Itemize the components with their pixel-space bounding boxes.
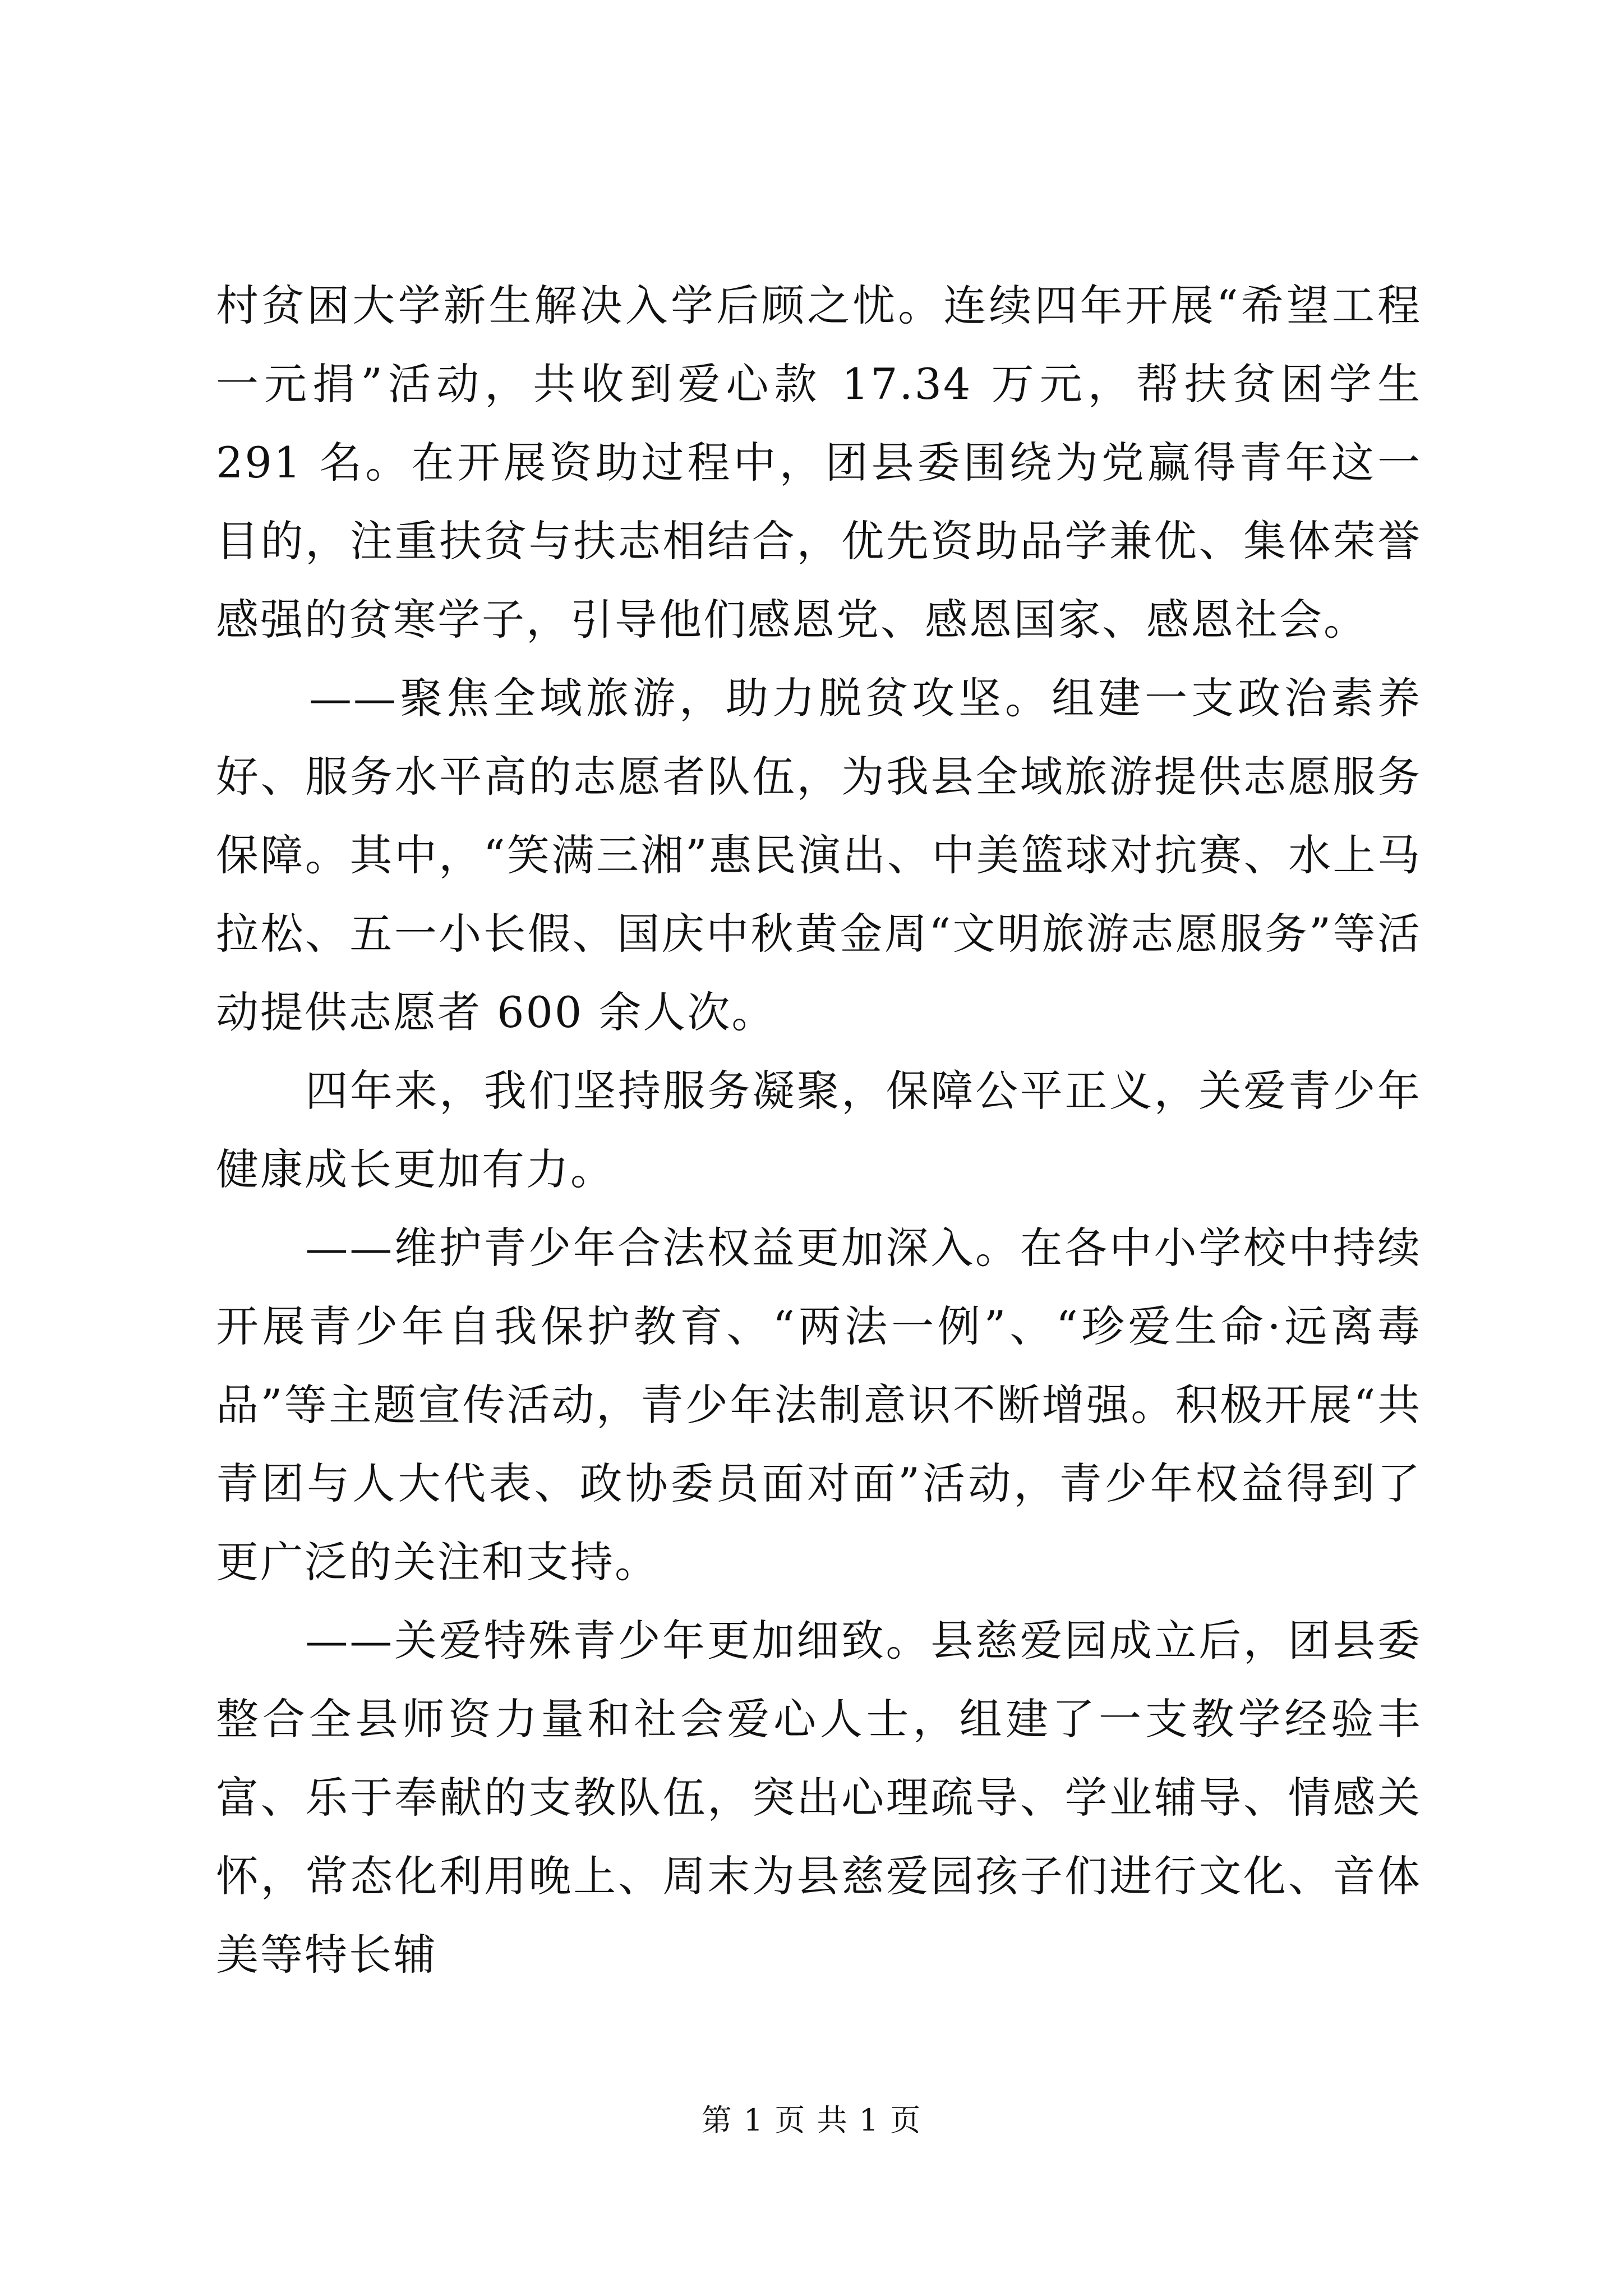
paragraph-3: 四年来，我们坚持服务凝聚，保障公平正义，关爱青少年健康成长更加有力。 [216,1066,1422,1194]
document-body [216,266,1437,1994]
paragraph-5: ——关爱特殊青少年更加细致。县慈爱园成立后，团县委整合全县师资力量和社会爱心人士，组建了一支教学经验丰富、乐于奉献的支教队伍，突出心理疏导、学业辅导、情感关怀，常态化利用晚上、周末为县慈爱园孩子们进行文化、音体美等特长辅 [216,1616,1422,1980]
paragraph-2: ——聚焦全域旅游，助力脱贫攻坚。组建一支政治素养好、服务水平高的志愿者队伍，为我县全域旅游提供志愿服务保障。其中，“笑满三湘”惠民演出、中美篮球对抗赛、水上马拉松、五一小长假、国庆中秋黄金周“文明旅游志愿服务”等活动提供志愿者 600 余人次。 [216,673,1422,1037]
page-footer: 第 1 页 共 1 页 [701,2102,922,2138]
paragraph-4: ——维护青少年合法权益更加深入。在各中小学校中持续开展青少年自我保护教育、“两法一例”、“珍爱生命·远离毒品”等主题宣传活动，青少年法制意识不断增强。积极开展“共青团与人大代表、政协委员面对面”活动，青少年权益得到了更广泛的关注和支持。 [216,1223,1422,1587]
paragraph-1: 村贫困大学新生解决入学后顾之忧。连续四年开展“希望工程一元捐”活动，共收到爱心款 17.34 万元，帮扶贫困学生 291 名。在开展资助过程中，团县委围绕为党赢得青年这一目的，注重扶贫与扶志相结合，优先资助品学兼优、集体荣誉感强的贫寒学子，引导他们感恩党、感恩国家、感恩社会。 [216,280,1437,645]
